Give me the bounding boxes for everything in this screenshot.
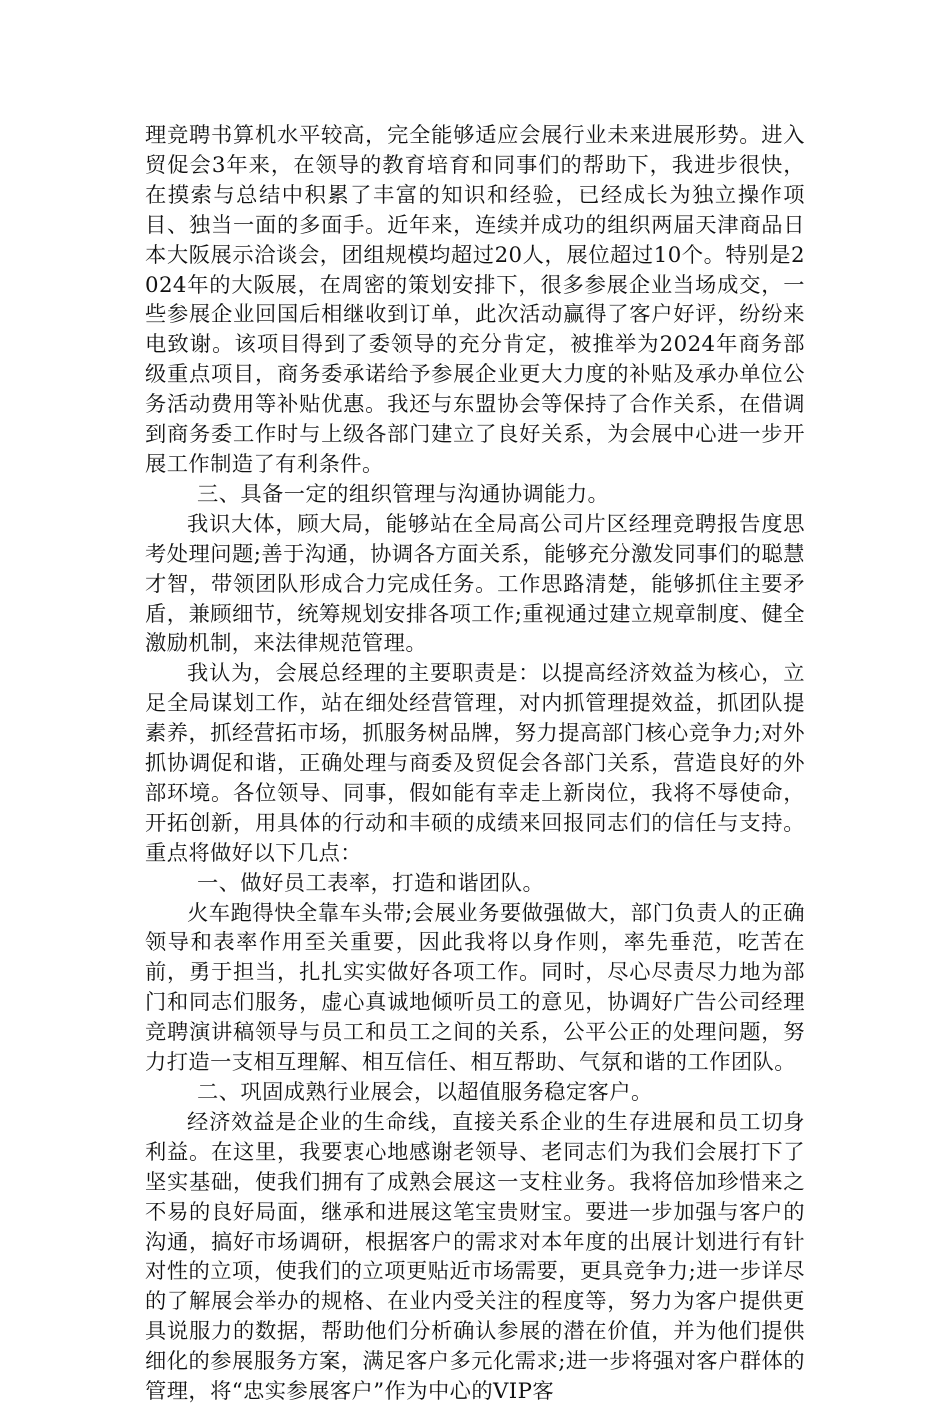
body-paragraph: 理竞聘书算机水平较高，完全能够适应会展行业未来进展形势。进入贸促会3年来，在领导的教育培育和同事们的帮助下，我进步很快，在摸索与总结中积累了丰富的知识和经验，已经成长为独立操作项目、独当一面的多面手。近年来，连续并成功的组织两届天津商品日本大阪展示洽谈会，团组规模均超过20人，展位超过10个。特别是2024年的大阪展，在周密的策划安排下，很多参展企业当场成交，一些参展企业回国后相继收到订单，此次活动赢得了客户好评，纷纷来电致谢。该项目得到了委领导的充分肯定，被推举为2024年商务部级重点项目，商务委承诺给予参展企业更大力度的补贴及承办单位公务活动费用等补贴优惠。我还与东盟协会等保持了合作关系，在借调到商务委工作时与上级各部门建立了良好关系，为会展中心进一步开展工作制造了有利条件。 — [145, 123, 805, 477]
body-paragraph: 我识大体，顾大局，能够站在全局高公司片区经理竞聘报告度思考处理问题;善于沟通，协调各方面关系，能够充分激发同事们的聪慧才智，带领团队形成合力完成任务。工作思路清楚，能够抓住主要矛盾，兼顾细节，统筹规划安排各项工作;重视通过建立规章制度、健全激励机制，来法律规范管理。 — [145, 511, 805, 657]
section-heading: 一、做好员工表率，打造和谐团队。 — [197, 870, 545, 896]
body-paragraph: 火车跑得快全靠车头带;会展业务要做强做大，部门负责人的正确领导和表率作用至关重要，因此我将以身作则，率先垂范，吃苦在前，勇于担当，扎扎实实做好各项工作。同时，尽心尽责尽力地为部门和同志们服务，虚心真诚地倾听员工的意见，协调好广告公司经理竞聘演讲稿领导与员工和员工之间的关系，公平公正的处理问题，努力打造一支相互理解、相互信任、相互帮助、气氛和谐的工作团队。 — [145, 900, 805, 1076]
body-paragraph: 经济效益是企业的生命线，直接关系企业的生存进展和员工切身利益。在这里，我要衷心地感谢老领导、老同志们为我们会展打下了坚实基础，使我们拥有了成熟会展这一支柱业务。我将倍加珍惜来之不易的良好局面，继承和进展这笔宝贵财宝。要进一步加强与客户的沟通，搞好市场调研，根据客户的需求对本年度的出展计划进行有针对性的立项，使我们的立项更贴近市场需要，更具竞争力;进一步详尽的了解展会举办的规格、在业内受关注的程度等，努力为客户提供更具说服力的数据，帮助他们分析确认参展的潜在价值，并为他们提供细化的参展服务方案，满足客户多元化需求;进一步将强对客户群体的管理，将“忠实参展客户”作为中心的VIP客 — [145, 1109, 805, 1405]
body-paragraph: 我认为，会展总经理的主要职责是：以提高经济效益为核心，立足全局谋划工作，站在细处经营管理，对内抓管理提效益，抓团队提素养，抓经营拓市场，抓服务树品牌，努力提高部门核心竞争力;对外抓协调促和谐，正确处理与商委及贸促会各部门关系，营造良好的外部环境。各位领导、同事，假如能有幸走上新岗位，我将不辱使命，开拓创新，用具体的行动和丰硕的成绩来回报同志们的信任与支持。重点将做好以下几点： — [145, 661, 805, 866]
section-heading: 二、巩固成熟行业展会，以超值服务稳定客户。 — [197, 1080, 653, 1105]
document-page — [145, 121, 805, 1407]
section-heading: 三、具备一定的组织管理与沟通协调能力。 — [197, 481, 610, 507]
